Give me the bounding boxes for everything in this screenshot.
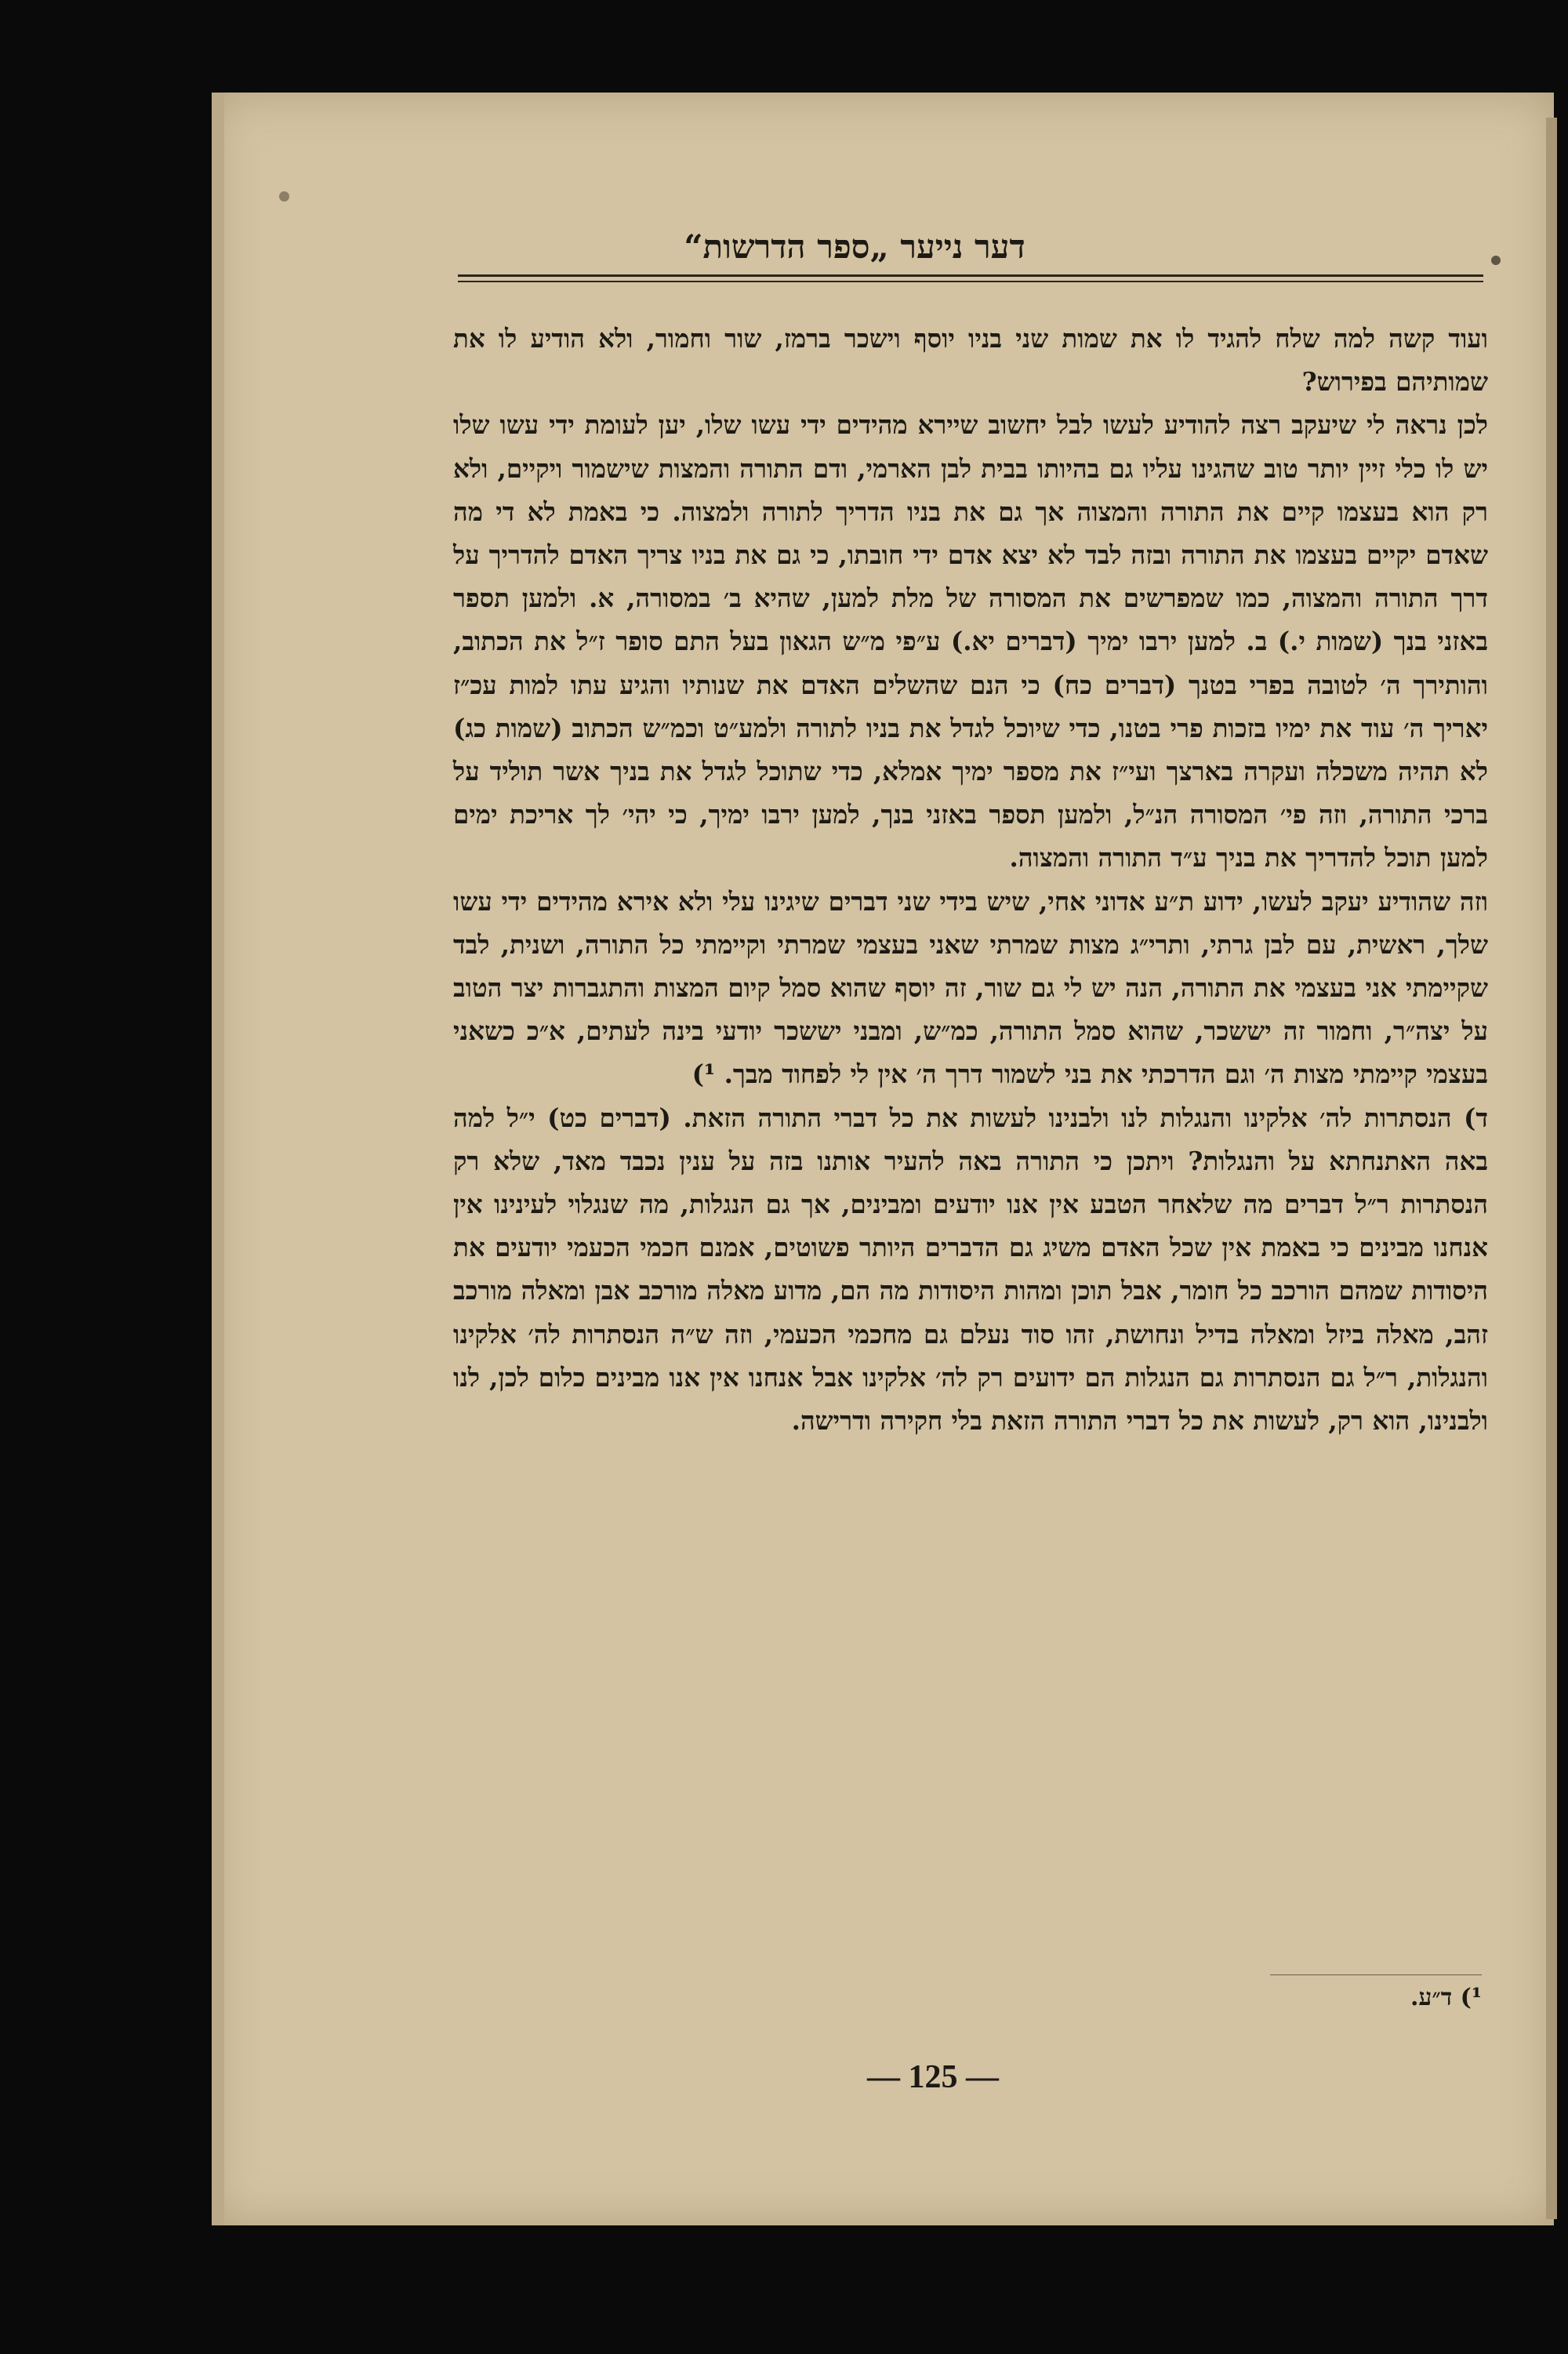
footnote-rule <box>1270 1974 1482 1975</box>
running-head: דער נייער „ספר הדרשות“ <box>684 227 1025 266</box>
punch-hole-mark <box>279 191 289 202</box>
body-text <box>453 317 1488 1442</box>
paragraph: ועוד קשה למה שלח להגיד לו את שמות שני בניו יוסף וישכר ברמז, שור וחמור, ולא הודיע לו את שמותיהם בפירוש? <box>453 323 1488 398</box>
edge-ink-dot <box>1491 256 1501 265</box>
paragraph: לכן נראה לי שיעקב רצה להודיע לעשו לבל יחשוב שיירא מהידים ידי עשו שלו, יען לעומת ידי עשו שלו יש לו כלי זיין יותר טוב שהגינו עליו גם בהיותו בבית לבן הארמי, ודם התורה והמצות שישמור ויקיים, ולא רק הוא בעצמו קיים את התורה והמצוה אך גם את בניו הדריך לתורה ולמצוה. כי באמת לא די מה שאדם יקיים בעצמו את התורה ובזה לבד לא יצא אדם ידי חובתו, כי גם את בניו צריך האדם להדריך על דרך התורה והמצוה, כמו שמפרשים את המסורה של מלת למען, שהיא ב׳ במסורה, א. ולמען תספר באזני בנך (שמות י.) ב. למען ירבו ימיך (דברים יא.) ע״פי מ״ש הגאון בעל התם סופר ז״ל את הכתוב, והותירך ה׳ לטובה בפרי בטנך (דברים כח) כי הנם שהשלים האדם את שנותיו והגיע עתו למות עכ״ז יאריך ה׳ עוד את ימיו בזכות פרי בטנו, כדי שיוכל לגדל את בניו לתורה ולמע״ט וכמ״ש הכתוב (שמות כג) לא תהיה משכלה ועקרה בארצך ועי״ז את מספר ימיך אמלא, כדי שתוכל לגדל את בניך אשר תוליד על ברכי התורה, וזה פי׳ המסורה הנ״ל, ולמען תספר באזני בנך, למען ירבו ימיך, כי יהי׳ לך אריכת ימים למען תוכל להדריך את בניך ע״ד התורה והמצוה. <box>453 409 1488 874</box>
page-number: — 125 — <box>867 2059 999 2095</box>
paragraph: ד) הנסתרות לה׳ אלקינו והנגלות לנו ולבנינו לעשות את כל דברי התורה הזאת. (דברים כט) י״ל למה באה האתנחתא על והנגלות? ויתכן כי התורה באה להעיר אותנו בזה על ענין נכבד מאד, שלא רק הנסתרות ר״ל דברים מה שלאחר הטבע אין אנו יודעים ומבינים, אך גם הנגלות, מה שנגלוי לעינינו אין אנחנו מבינים כי באמת אין שכל האדם משיג גם הדברים היותר פשוטים, אמנם חכמי הכעמי יודעים את היסודות שמהם הורכב כל חומר, אבל תוכן ומהות היסודות מה הם, מדוע מאלה מורכב אבן ומאלה מורכב זהב, מאלה ביזל ומאלה בדיל ונחושת, זהו סוד נעלם גם מחכמי הכעמי, וזה ש״ה הנסתרות לה׳ אלקינו והנגלות, ר״ל גם הנסתרות גם הנגלות הם ידועים רק לה׳ אלקינו אבל אנחנו אין אנו מבינים כלום לכן, לנו ולבנינו, הוא רק, לעשות את כל דברי התורה הזאת בלי חקירה ודרישה. <box>453 1102 1488 1437</box>
footnote: ¹) ד״ע. <box>1410 1984 1482 2011</box>
header-rule-thick <box>458 274 1483 277</box>
page-spine-shadow <box>212 93 224 2225</box>
page-edge <box>1546 118 1557 2219</box>
paragraph: וזה שהודיע יעקב לעשו, ידוע ת״ע אדוני אחי, שיש בידי שני דברים שיגינו עלי ולא אירא מהידים ידי עשו שלך, ראשית, עם לבן גרתי, ותרי״ג מצות שמרתי שאני בעצמי שמרתי וקיימתי כל התורה, ושנית, לבד שקיימתי אני בעצמי את התורה, הנה יש לי גם שור, זה יוסף שהוא סמל קיום המצות והתגברות יצר הטוב על יצה״ר, וחמור זה יששכר, שהוא סמל התורה, כמ״ש, ומבני יששכר יודעי בינה לעתים, א״כ כשאני בעצמי קיימתי מצות ה׳ וגם הדרכתי את בני לשמור דרך ה׳ אין לי לפחוד מבך. ¹) <box>453 885 1488 1090</box>
header-rule-thin <box>458 281 1483 282</box>
